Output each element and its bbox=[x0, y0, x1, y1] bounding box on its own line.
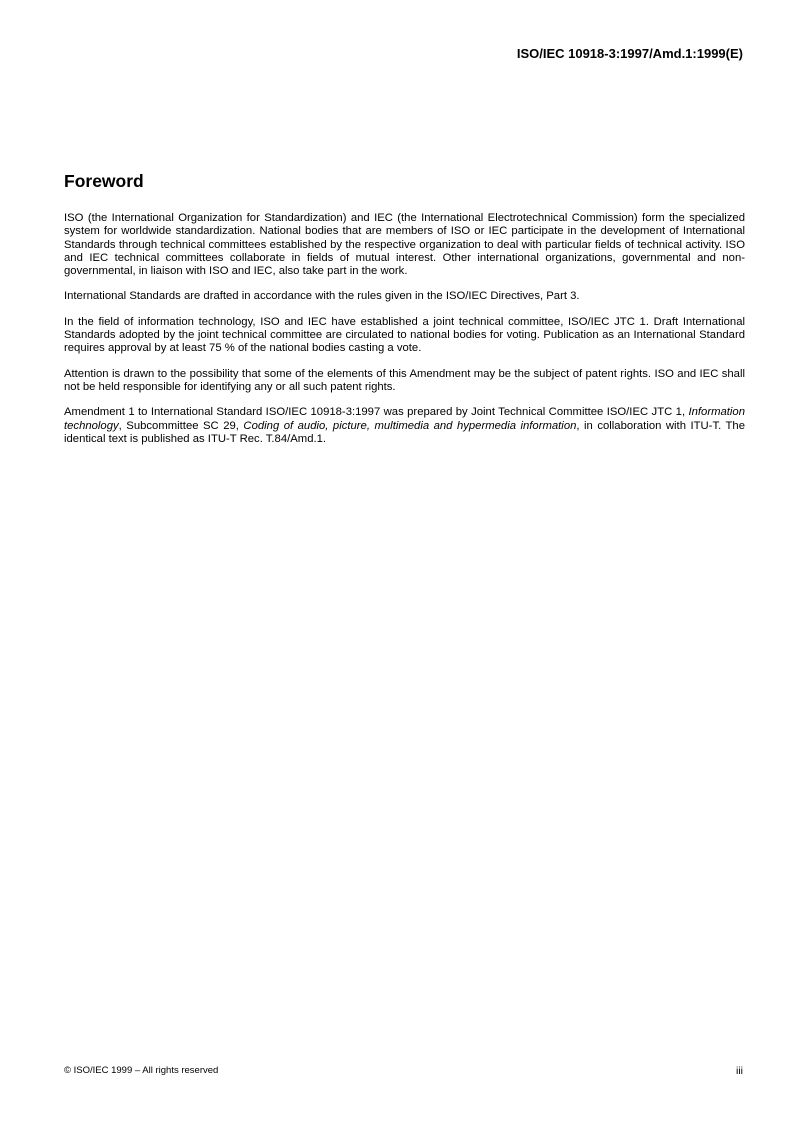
amendment-text-part1: Amendment 1 to International Standard ISO/IEC 10918-3:1997 was prepared by Joint Technical Committee ISO/IEC JTC 1, bbox=[64, 406, 689, 419]
amendment-text-part3: , in collaboration with ITU-T. The identical text is published as ITU-T Rec. T.84/Amd.1. bbox=[64, 419, 746, 445]
copyright-notice: © ISO/IEC 1999 – All rights reserved bbox=[64, 1065, 219, 1076]
amendment-italic-coding: Coding of audio, picture, multimedia and hypermedia information bbox=[243, 419, 577, 432]
paragraph-directives: International Standards are drafted in accordance with the rules given in the ISO/IEC Directives, Part 3. bbox=[64, 290, 580, 303]
foreword-body bbox=[64, 212, 745, 458]
paragraph-organizations: ISO (the International Organization for Standardization) and IEC (the International Electrotechnical Commission) form the specialized system for worldwide standardization. National bodies that are members of ISO or IEC participate in the development of International Standards through technical committees established by the respective organization to deal with particular fields of technical activity. ISO and IEC technical committees collaborate in fields of mutual interest. Other international organizations, governmental and non-governmental, in liaison with ISO and IEC, also take part in the work. bbox=[64, 212, 745, 278]
paragraph-jtc1: In the field of information technology, ISO and IEC have established a joint technical committee, ISO/IEC JTC 1. Draft International Standards adopted by the joint technical committee are circulated to national bodies for voting. Publication as an International Standard requires approval by at least 75 % of the national bodies casting a vote. bbox=[64, 315, 745, 355]
document-id: ISO/IEC 10918-3:1997/Amd.1:1999(E) bbox=[516, 46, 743, 61]
page-number: iii bbox=[736, 1065, 743, 1077]
paragraph-amendment bbox=[64, 406, 745, 446]
paragraph-patent-rights: Attention is drawn to the possibility that some of the elements of this Amendment may be the subject of patent rights. ISO and IEC shall not be held responsible for identifying any or all such patent rights. bbox=[64, 367, 745, 393]
amendment-italic-information-technology: Information technology bbox=[64, 406, 745, 432]
page-title: Foreword bbox=[64, 171, 144, 191]
amendment-text-part2: , Subcommittee SC 29, bbox=[118, 419, 244, 432]
